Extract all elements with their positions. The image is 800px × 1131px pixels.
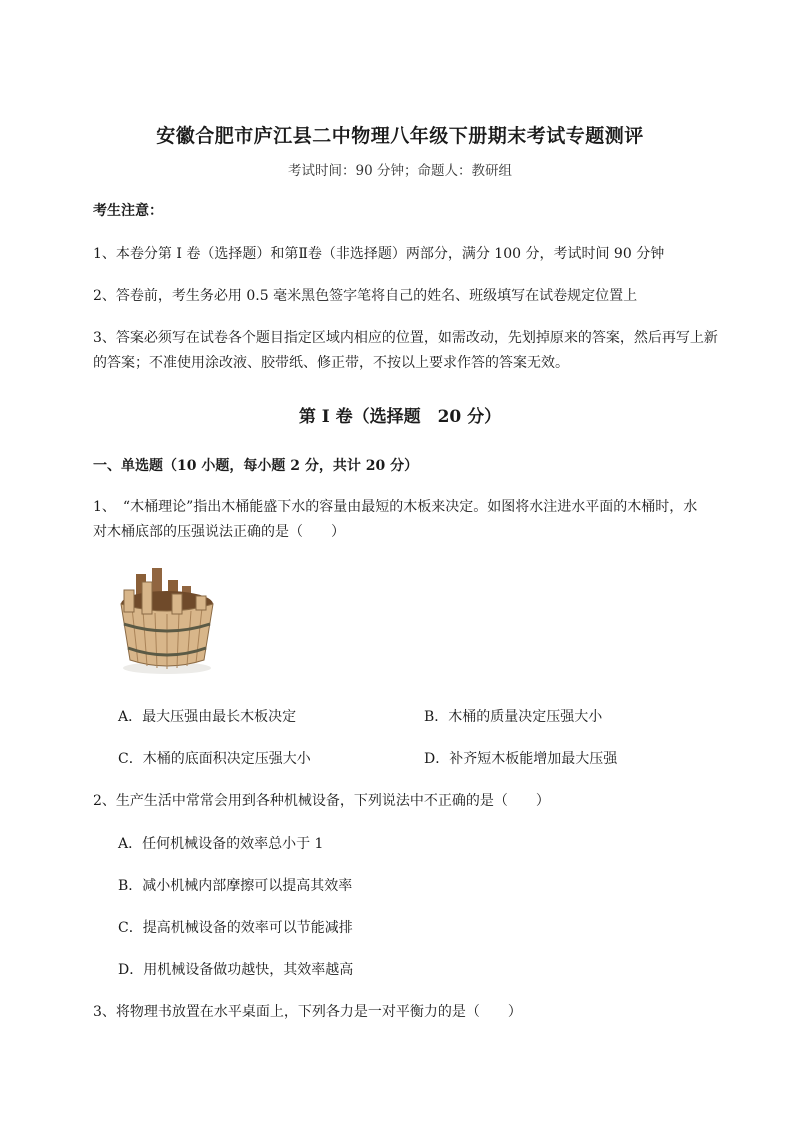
option-d: D．补齐短木板能增加最大压强: [424, 751, 618, 767]
option-b: B．减小机械内部摩擦可以提高其效率: [118, 878, 353, 894]
notice-item-continuation: 的答案；不准使用涂改液、胶带纸、修正带，不按以上要求作答的答案无效。: [93, 355, 569, 371]
wooden-bucket-icon: [112, 568, 216, 676]
question-stem-continuation: 对木桶底部的压强说法正确的是（ ）: [93, 524, 345, 540]
option-c: C．提高机械设备的效率可以节能减排: [118, 920, 353, 936]
notice-item: 2、答卷前，考生务必用 0.5 毫米黑色签字笔将自己的姓名、班级填写在试卷规定位置上: [93, 288, 638, 304]
question-stem: 3、将物理书放置在水平桌面上，下列各力是一对平衡力的是（ ）: [93, 1004, 522, 1020]
question-stem: 2、生产生活中常常会用到各种机械设备，下列说法中不正确的是（ ）: [93, 793, 550, 809]
option-a: A．最大压强由最长木板决定: [118, 709, 297, 725]
page-title: 安徽合肥市庐江县二中物理八年级下册期末考试专题测评: [156, 125, 644, 147]
part-heading: 一、单选题（10 小题，每小题 2 分，共计 20 分）: [93, 458, 419, 474]
option-a: A．任何机械设备的效率总小于 1: [118, 836, 324, 852]
section-title: 第 I 卷（选择题 20 分）: [298, 407, 502, 427]
exam-subtitle: 考试时间：90 分钟；命题人：教研组: [288, 163, 512, 179]
notice-heading: 考生注意：: [93, 203, 163, 219]
notice-item: 3、答案必须写在试卷各个题目指定区域内相应的位置，如需改动，先划掉原来的答案，然后再写上新: [93, 330, 718, 346]
notice-item: 1、本卷分第 I 卷（选择题）和第Ⅱ卷（非选择题）两部分，满分 100 分，考试时间 90 分钟: [93, 246, 665, 262]
option-c: C．木桶的底面积决定压强大小: [118, 751, 311, 767]
question-stem: 1、 “木桶理论”指出木桶能盛下水的容量由最短的木板来决定。如图将水注进水平面的木桶时，水: [93, 499, 698, 515]
option-d: D．用机械设备做功越快，其效率越高: [118, 962, 354, 978]
option-b: B．木桶的质量决定压强大小: [424, 709, 603, 725]
